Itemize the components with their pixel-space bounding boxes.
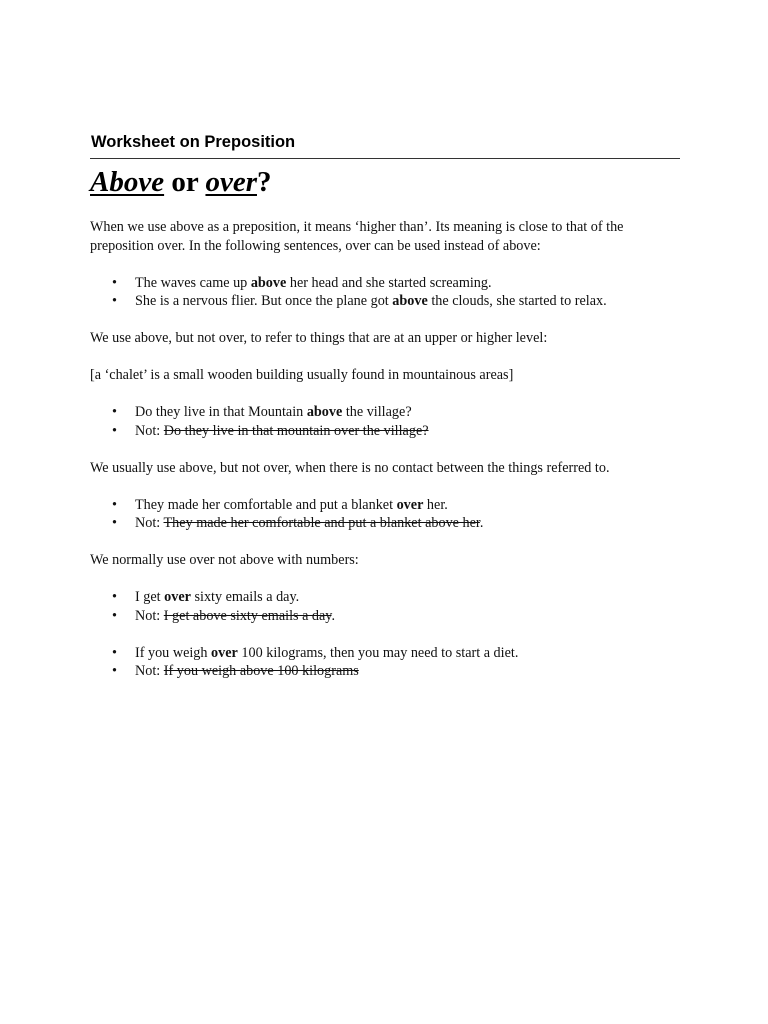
not-label: Not: bbox=[135, 422, 164, 439]
example-list-5 bbox=[90, 644, 690, 681]
example-text: The waves came up bbox=[135, 274, 251, 291]
keyword: over bbox=[211, 644, 238, 661]
example-text: I get bbox=[135, 589, 165, 605]
keyword: over bbox=[396, 496, 424, 513]
list-item bbox=[90, 607, 690, 626]
example-text: 100 kilograms, then you may need to start a diet. bbox=[237, 644, 519, 661]
example-text: . bbox=[479, 515, 484, 531]
list-item bbox=[90, 274, 690, 293]
example-text: her head and she started screaming. bbox=[286, 274, 492, 291]
not-label: Not: bbox=[135, 607, 164, 624]
example-list-2 bbox=[90, 403, 690, 440]
keyword: over bbox=[164, 589, 191, 605]
list-item bbox=[90, 496, 690, 515]
title-word-above: Above bbox=[90, 166, 165, 198]
example-text: She is a nervous flier. But once the plane got bbox=[135, 293, 393, 309]
example-list-3 bbox=[90, 496, 690, 533]
example-list-1 bbox=[90, 274, 690, 311]
list-item bbox=[90, 662, 690, 681]
example-text: the village? bbox=[342, 404, 412, 420]
title-question-mark: ? bbox=[256, 166, 272, 198]
keyword: above bbox=[306, 404, 343, 420]
rule-paragraph-numbers: We normally use over not above with numbers: bbox=[90, 552, 359, 568]
incorrect-example: They made her comfortable and put a blanket above her bbox=[163, 515, 480, 531]
list-item bbox=[90, 644, 690, 663]
title-word-over: over bbox=[205, 166, 257, 198]
incorrect-example: Do they live in that mountain over the village? bbox=[163, 422, 429, 439]
keyword: above bbox=[392, 293, 428, 309]
example-list-4 bbox=[90, 588, 690, 625]
rule-paragraph-higher-level: We use above, but not over, to refer to things that are at an upper or higher level: bbox=[90, 330, 548, 346]
header-divider bbox=[90, 158, 680, 159]
title-or: or bbox=[164, 166, 206, 198]
list-item bbox=[90, 292, 690, 311]
example-text: Do they live in that Mountain bbox=[135, 404, 307, 420]
example-text: . bbox=[331, 607, 336, 624]
page-title bbox=[90, 166, 271, 199]
chalet-note: [a ‘chalet’ is a small wooden building usually found in mountainous areas] bbox=[90, 367, 514, 383]
incorrect-example: If you weigh above 100 kilograms bbox=[163, 663, 359, 679]
not-label: Not: bbox=[135, 663, 164, 679]
list-item bbox=[90, 422, 690, 441]
list-item bbox=[90, 514, 690, 533]
example-text: sixty emails a day. bbox=[190, 589, 300, 605]
intro-paragraph: When we use above as a preposition, it means ‘higher than’. Its meaning is close to that of the preposition over. In the following sentences, over can be used instead of above: bbox=[90, 219, 624, 254]
example-text: the clouds, she started to relax. bbox=[427, 293, 607, 309]
incorrect-example: I get above sixty emails a day bbox=[163, 607, 332, 624]
list-item bbox=[90, 403, 690, 422]
list-item bbox=[90, 588, 690, 607]
example-text: her. bbox=[423, 496, 448, 513]
example-text: If you weigh bbox=[135, 644, 212, 661]
not-label: Not: bbox=[135, 515, 164, 531]
worksheet-header: Worksheet on Preposition bbox=[91, 133, 296, 151]
example-text: They made her comfortable and put a blanket bbox=[135, 496, 397, 513]
keyword: above bbox=[250, 274, 287, 291]
worksheet-body bbox=[90, 218, 690, 699]
rule-paragraph-no-contact: We usually use above, but not over, when there is no contact between the things referred to. bbox=[90, 459, 610, 476]
